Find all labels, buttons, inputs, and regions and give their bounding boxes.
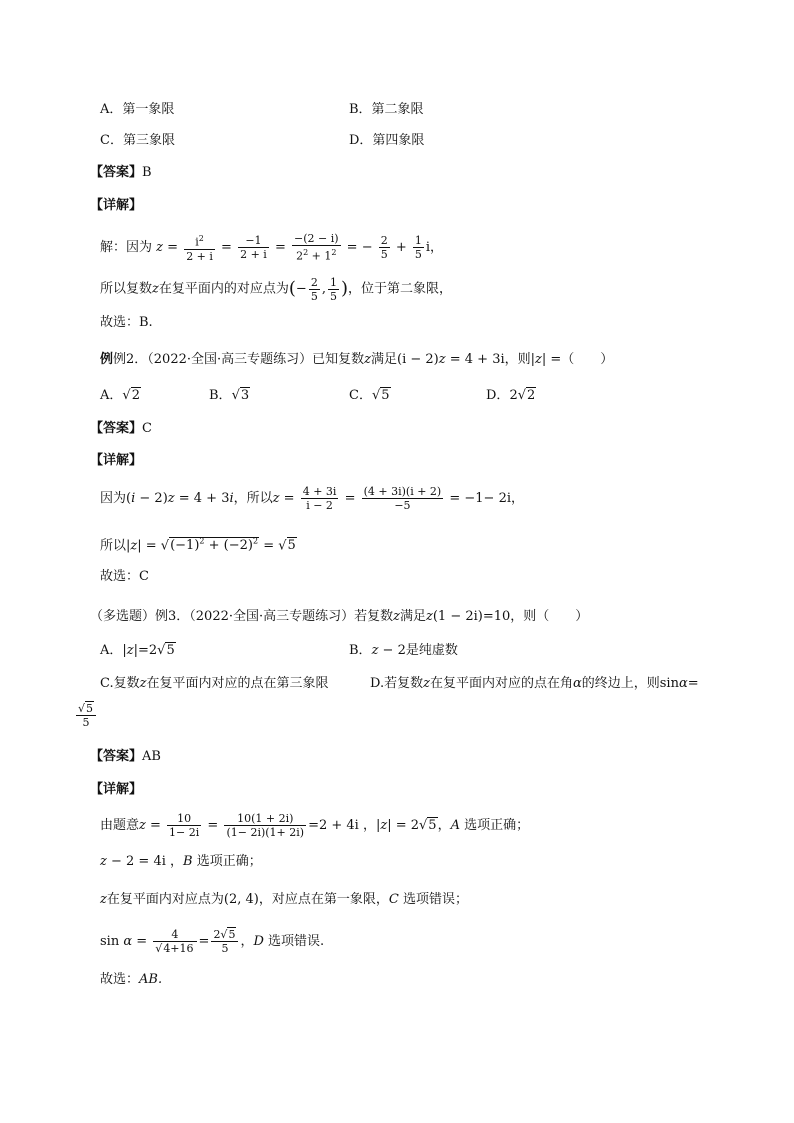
q2-solution-line1: 因为(i − 2)z = 4 + 3i，所以z = $\frac{4 + 3i}{i - 2}$ = $\frac{(4 + 3i)(i + 2)}{-5}$ = −1− 2i， [100,485,525,512]
q1-solution-line1: 解：因为 z = $\frac{i^2}{2 + i}$ = $\frac{-1}{2 + i}$ = $\frac{-(2 - i)}{2^2 + 1^2}$ = − $\frac{2}{5}$ + $\frac{1}{5}$ i， [100,232,444,263]
option-text: 的终边上，则 [581,676,660,691]
option-label: A． [100,643,123,658]
answer-value: C [142,421,152,436]
q1-detail-tag: 【详解】 [90,198,143,213]
answer-tag: 【答案】 [90,749,143,764]
q3-option-d: D.若复数z在复平面内对应的点在角α的终边上，则sinα= [370,676,699,691]
solution-text: ，位于第二象限， [348,281,453,297]
solution-text: 选项错误. [268,934,325,949]
solution-text: 所以复数 [100,281,153,297]
q2-option-b: B．√3 [209,388,250,403]
q3-option-d-value: $\frac{√5}{5}$ [74,702,98,729]
q1-option-a: A．第一象限 [100,102,175,117]
option-text: 在复平面内对应的点在角 [429,676,573,691]
q3-solution-line4: sin α = $\frac{4}{√4+16}$ = $\frac{2√5}{5}$ ，D 选项错误. [100,928,325,955]
option-text: C.复数 [100,676,140,691]
q3-solution-line2: z − 2 = 4i ，B 选项正确； [100,854,262,869]
answer-value: B [142,165,152,180]
q2-detail-tag: 【详解】 [90,453,143,468]
q2-option-c: C．√5 [349,388,390,403]
q1-answer [90,163,152,183]
q2-solution-line2: 所以$|z| = √(-1)^2 + (-2)^2 = √5$ [100,537,296,554]
title-text: 满足 [399,609,426,624]
q3-option-c: C.复数z在复平面内对应的点在第三象限 [100,676,329,691]
title-text: 满足 [371,352,398,367]
q1-option-d: D．第四象限 [349,133,425,148]
solution-text: 所以 [100,538,127,554]
q1-conclusion: 故选：B. [100,315,153,330]
option-label: B． [349,643,372,658]
solution-text: 解：因为 [100,239,153,255]
q2-title: 例例2．（2022·全国·高三专题练习）已知复数z满足(i − 2)z = 4 + 3i，则|z| =（ ） [100,352,614,367]
title-text: （ ） [561,352,614,367]
solution-text: 在复平面内对应点为 [106,892,224,907]
solution-text: ，对应点在第一象限， [258,892,389,907]
answer-value: AB [142,749,161,764]
q3-solution-line3: z在复平面内对应点为(2, 4)，对应点在第一象限，C 选项错误； [100,892,468,907]
q2-option-a: A．√2 [100,388,140,403]
q3-option-b: B．z − 2是纯虚数 [349,643,458,658]
solution-text: 选项错误； [402,892,468,907]
title-text: 例2．（2022·全国·高三专题练习）已知复数 [113,352,365,367]
answer-value: AB. [139,972,163,987]
solution-text: 选项正确； [464,818,530,833]
title-text: ，则（ ） [510,609,589,624]
option-label: A． [100,388,123,403]
option-label: C． [349,388,372,403]
solution-text: 选项正确； [196,854,262,869]
solution-text: 故选： [100,972,140,987]
q3-option-a: A．|z|=2√5 [100,643,175,658]
solution-text: ，所以 [233,491,273,506]
solution-text: 在复平面内的对应点为 [158,281,289,297]
q3-detail-tag: 【详解】 [90,782,143,797]
q2-option-d: D．2√2 [486,388,536,403]
option-text: D.若复数 [370,676,424,691]
option-text: 在复平面内对应的点在第三象限 [146,676,329,691]
solution-text: 由题意 [100,818,140,833]
answer-tag: 【答案】 [90,421,143,436]
q3-answer [90,747,161,767]
solution-text: 因为 [100,491,127,506]
answer-tag: 【答案】 [90,165,143,180]
option-text: 是纯虚数 [405,643,458,658]
title-text: ，则 [504,352,531,367]
q1-option-b: B．第二象限 [349,102,424,117]
q3-title: （多选题）例3．（2022·全国·高三专题练习）若复数z满足z(1 − 2i)=10，则（ ） [90,609,589,624]
option-label: B． [209,388,232,403]
q3-conclusion [100,970,162,990]
q2-answer [90,419,152,439]
q2-conclusion: 故选：C [100,569,149,584]
q1-solution-line2: 所以复数z在复平面内的对应点为(− $\frac{2}{5}$ , $\frac{1}{5}$ )，位于第二象限， [100,275,453,303]
q3-solution-line1: 由题意z = $\frac{10}{1- 2i}$ = $\frac{10(1 + 2i)}{(1- 2i)(1+ 2i)}$ =2 + 4i ，|z| = 2√5，A 选项正确； [100,812,530,839]
option-label: D． [486,388,510,403]
title-text: （多选题）例3．（2022·全国·高三专题练习）若复数 [90,609,394,624]
q1-option-c: C．第三象限 [100,133,175,148]
